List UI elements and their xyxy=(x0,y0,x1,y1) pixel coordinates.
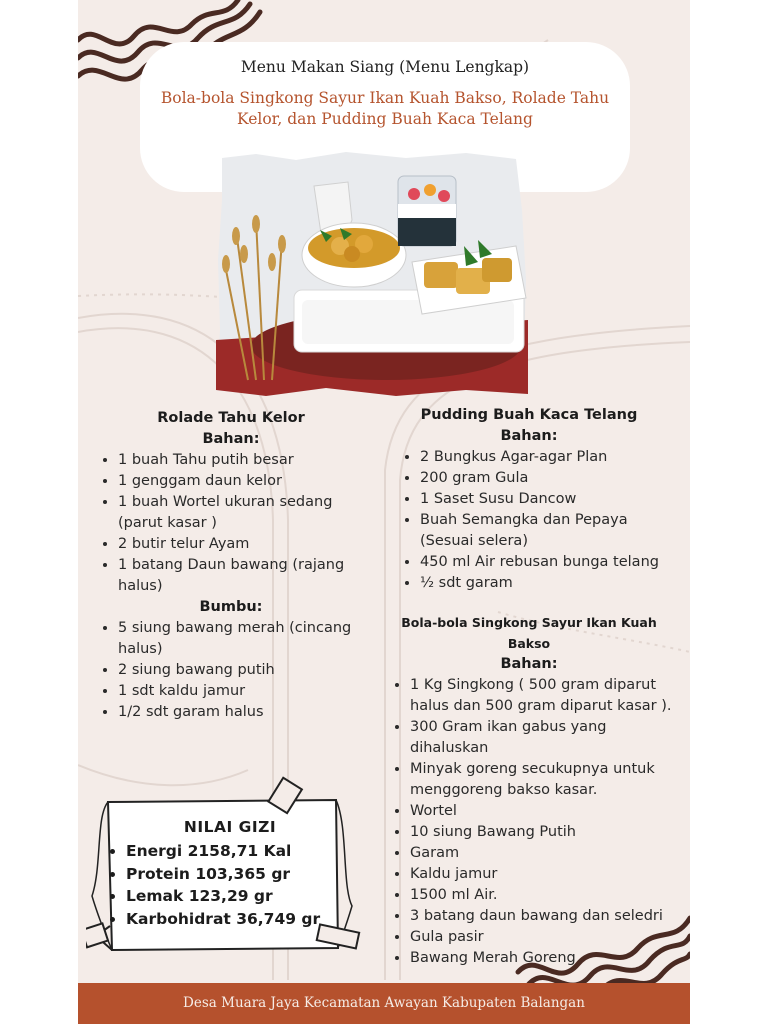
list-item: • 300 Gram ikan gabus yang dihaluskan xyxy=(410,717,680,759)
list-item: • 2 siung bawang putih xyxy=(118,660,376,681)
list-item: • 1 Saset Susu Dancow xyxy=(420,489,670,510)
list-item: • 1 sdt kaldu jamur xyxy=(118,681,376,702)
list-item: • Kaldu jamur xyxy=(410,864,680,885)
list-item: • 1500 ml Air. xyxy=(410,885,680,906)
food-photo xyxy=(216,150,528,398)
list-item: • 10 siung Bawang Putih xyxy=(410,822,680,843)
rolade-bahan-label: Bahan: xyxy=(202,431,260,447)
list-item: • 1 batang Daun bawang (rajang halus) xyxy=(118,555,376,597)
list-item: • 2 Bungkus Agar-agar Plan xyxy=(420,447,670,468)
pudding-bahan-list xyxy=(388,447,670,594)
list-item: • Lemak 123,29 gr xyxy=(126,885,320,908)
poster xyxy=(78,0,690,1024)
list-item: • 1/2 sdt garam halus xyxy=(118,702,376,723)
list-item: • Minyak goreng secukupnya untuk menggoreng bakso kasar. xyxy=(410,759,680,801)
footer-bar xyxy=(78,983,690,1024)
bola-title: Bola-bola Singkong Sayur Ikan Kuah Bakso xyxy=(401,615,657,651)
list-item: • 5 siung bawang merah (cincang halus) xyxy=(118,618,376,660)
nutrition-list xyxy=(108,840,320,930)
pudding-section xyxy=(388,405,670,594)
list-item: • Karbohidrat 36,749 gr xyxy=(126,908,320,931)
list-item: • Protein 103,365 gr xyxy=(126,863,320,886)
list-item: • 1 Kg Singkong ( 500 gram diparut halus dan 500 gram diparut kasar ). xyxy=(410,675,680,717)
footer-text: Desa Muara Jaya Kecamatan Awayan Kabupaten Balangan xyxy=(183,995,585,1011)
list-item: • Bawang Merah Goreng xyxy=(410,948,680,969)
list-item: • 1 buah Tahu putih besar xyxy=(118,450,376,471)
rolade-bahan-list xyxy=(86,450,376,597)
menu-subtitle: Bola-bola Singkong Sayur Ikan Kuah Bakso, Rolade Tahu Kelor, dan Pudding Buah Kaca Telang xyxy=(160,89,610,128)
list-item: • Energi 2158,71 Kal xyxy=(126,840,320,863)
list-item: • Garam xyxy=(410,843,680,864)
list-item: • 3 batang daun bawang dan seledri xyxy=(410,906,680,927)
list-item: • Gula pasir xyxy=(410,927,680,948)
pudding-title: Pudding Buah Kaca Telang xyxy=(420,407,638,423)
pudding-bahan-label: Bahan: xyxy=(500,428,558,444)
rolade-bumbu-list xyxy=(86,618,376,723)
list-item: • 1 buah Wortel ukuran sedang (parut kasar ) xyxy=(118,492,376,534)
rolade-bumbu-label: Bumbu: xyxy=(199,599,263,615)
list-item: • 200 gram Gula xyxy=(420,468,670,489)
bola-section xyxy=(378,612,680,969)
rolade-section xyxy=(86,408,376,723)
list-item: • Wortel xyxy=(410,801,680,822)
rolade-title: Rolade Tahu Kelor xyxy=(157,410,305,426)
menu-title: Menu Makan Siang (Menu Lengkap) xyxy=(240,58,530,76)
list-item: • 2 butir telur Ayam xyxy=(118,534,376,555)
list-item: • Buah Semangka dan Pepaya (Sesuai selera) xyxy=(420,510,670,552)
bola-bahan-list xyxy=(378,675,680,969)
list-item: • ½ sdt garam xyxy=(420,573,670,594)
list-item: • 450 ml Air rebusan bunga telang xyxy=(420,552,670,573)
bola-bahan-label: Bahan: xyxy=(500,656,558,672)
nutrition-title: NILAI GIZI xyxy=(183,818,277,836)
nutrition-card xyxy=(86,776,374,976)
list-item: • 1 genggam daun kelor xyxy=(118,471,376,492)
